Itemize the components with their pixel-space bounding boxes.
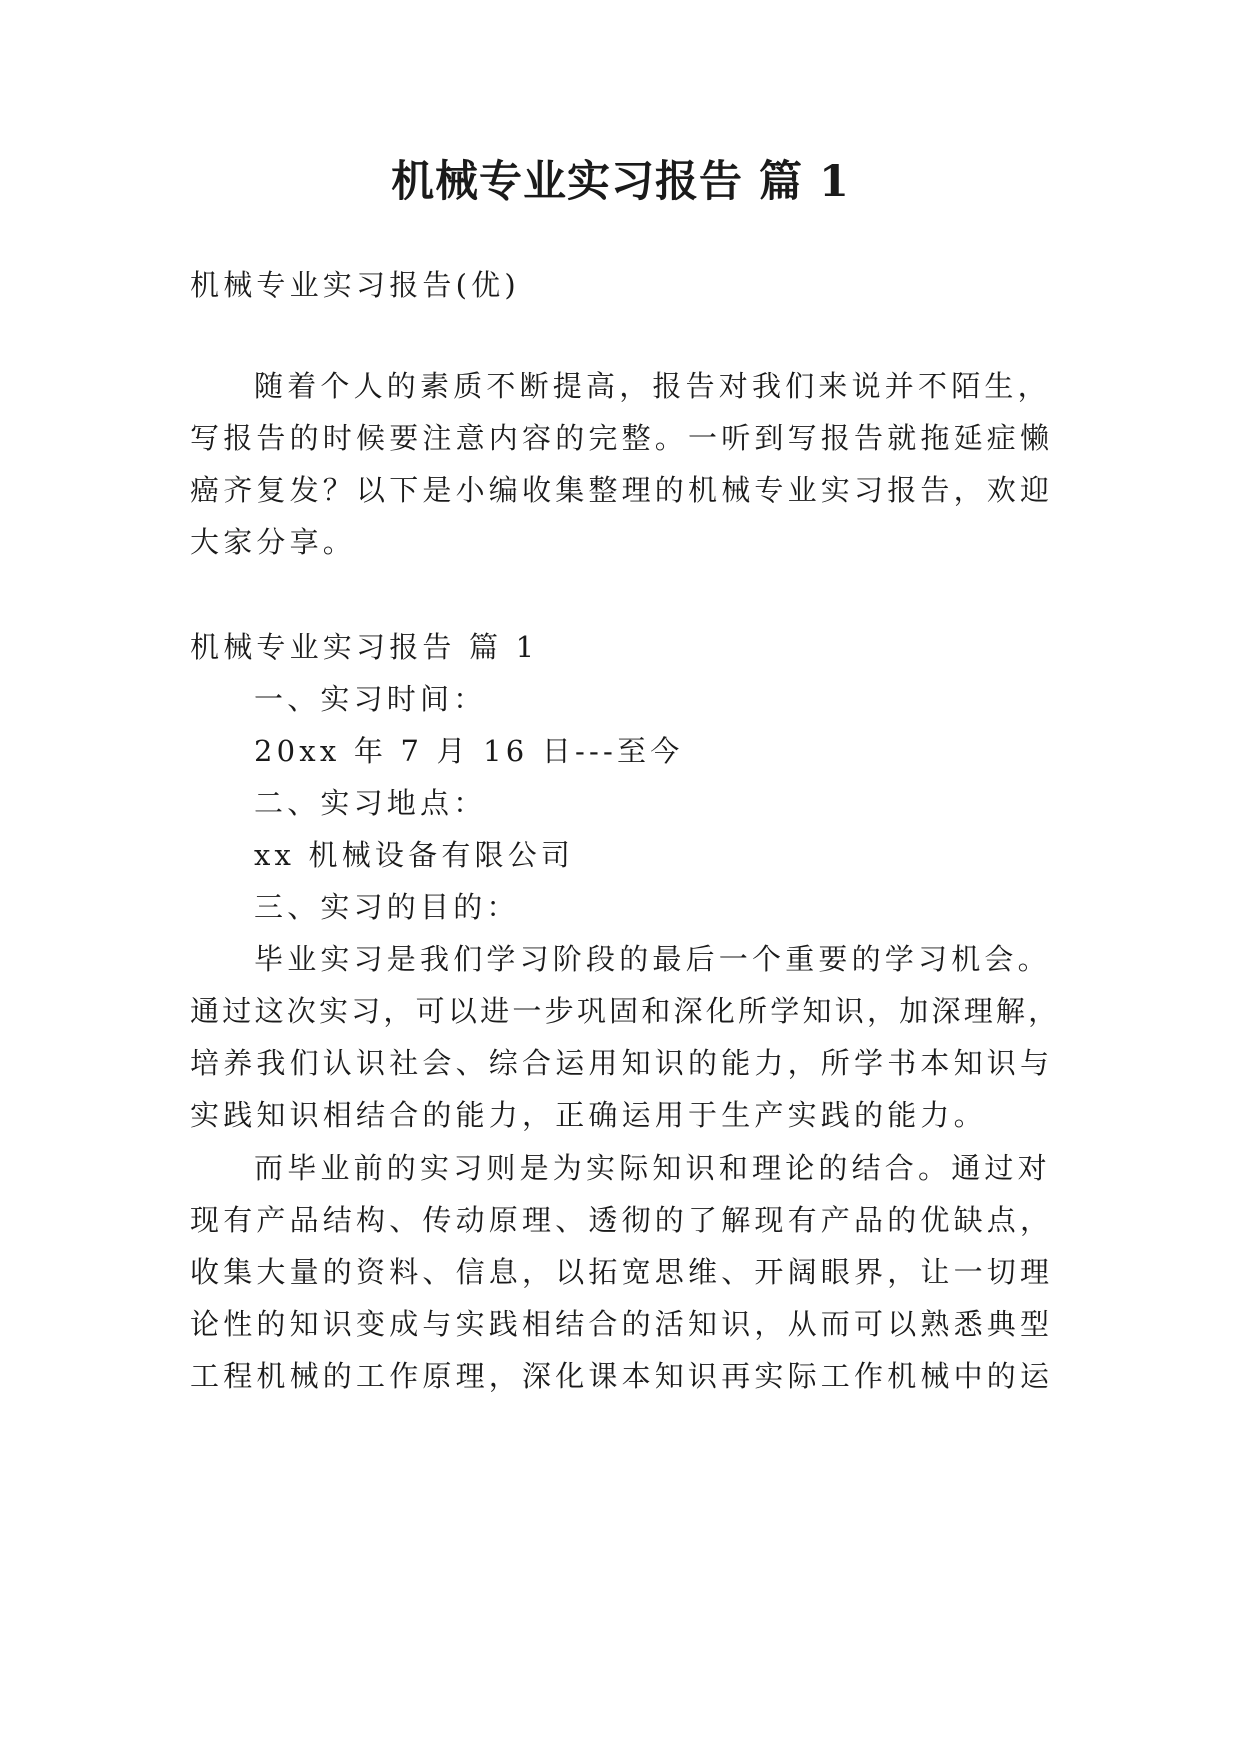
document-title: 机械专业实习报告 篇 1	[391, 157, 850, 207]
para1-line: 培养我们认识社会、综合运用知识的能力，所学书本知识与	[190, 1046, 1054, 1080]
item-line: xx 机械设备有限公司	[254, 838, 575, 872]
intro-line: 癌齐复发？以下是小编收集整理的机械专业实习报告，欢迎	[190, 473, 1054, 507]
para1-line: 实践知识相结合的能力，正确运用于生产实践的能力。	[190, 1098, 987, 1132]
intro-line: 随着个人的素质不断提高，报告对我们来说并不陌生，	[254, 369, 1051, 403]
para2-line: 现有产品结构、传动原理、透彻的了解现有产品的优缺点，	[190, 1203, 1054, 1237]
document-subtitle: 机械专业实习报告(优)	[190, 268, 520, 302]
intro-line: 写报告的时候要注意内容的完整。一听到写报告就拖延症懒	[190, 421, 1054, 455]
para1-line: 通过这次实习，可以进一步巩固和深化所学知识，加深理解，	[190, 994, 1061, 1028]
item-line: 一、实习时间：	[254, 682, 487, 716]
para2-line: 而毕业前的实习则是为实际知识和理论的结合。通过对	[254, 1151, 1051, 1185]
item-line: 三、实习的目的：	[254, 890, 520, 924]
item-line: 20xx 年 7 月 16 日---至今	[254, 734, 684, 768]
para2-line: 工程机械的工作原理，深化课本知识再实际工作机械中的运	[190, 1359, 1054, 1393]
para2-line: 收集大量的资料、信息，以拓宽思维、开阔眼界，让一切理	[190, 1255, 1054, 1289]
intro-line: 大家分享。	[190, 525, 357, 559]
para1-line: 毕业实习是我们学习阶段的最后一个重要的学习机会。	[254, 942, 1051, 976]
section-heading: 机械专业实习报告 篇 1	[190, 630, 539, 664]
item-line: 二、实习地点：	[254, 786, 487, 820]
para2-line: 论性的知识变成与实践相结合的活知识，从而可以熟悉典型	[190, 1307, 1054, 1341]
